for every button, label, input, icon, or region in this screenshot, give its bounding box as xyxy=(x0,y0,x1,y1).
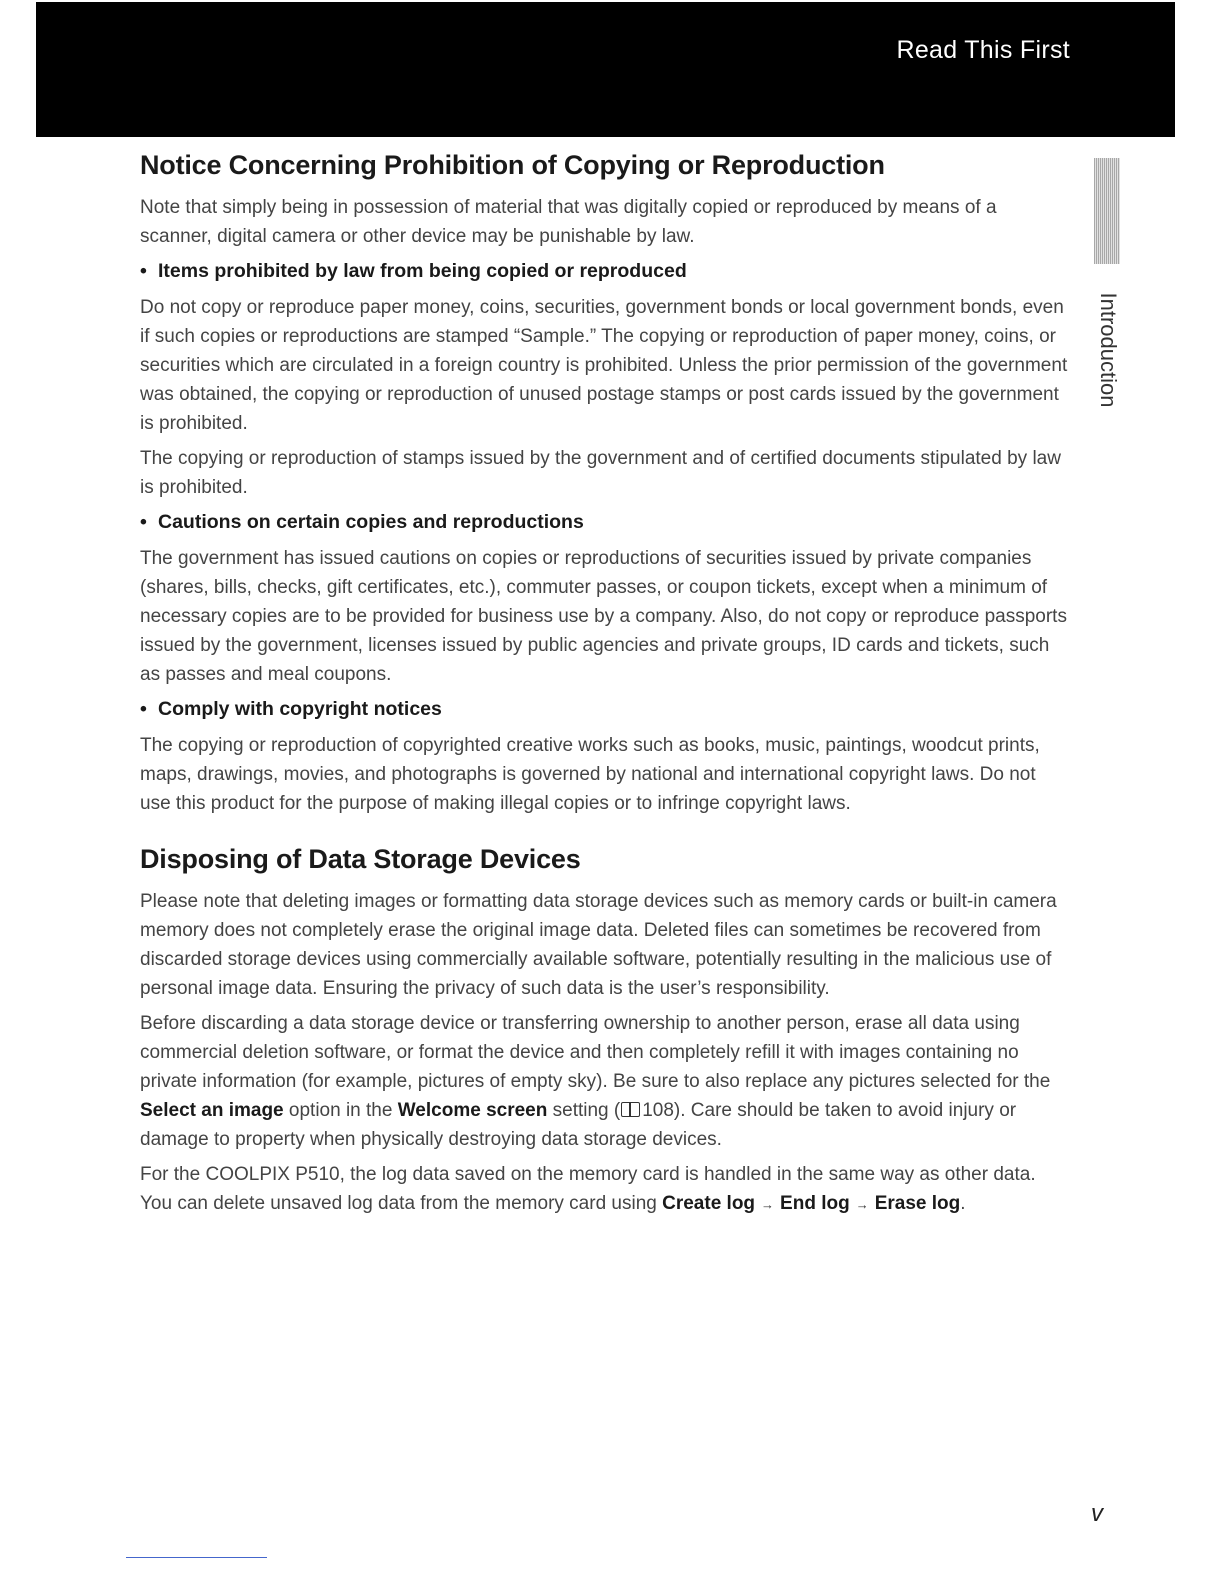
bullet-dot-icon: • xyxy=(140,698,147,720)
bullet-heading-text: Cautions on certain copies and reproductions xyxy=(158,511,584,533)
bullet-heading xyxy=(140,695,1070,723)
side-section-label-text: Introduction xyxy=(1096,292,1121,408)
arrow-right-icon: → xyxy=(761,1197,775,1212)
text-run: setting ( xyxy=(547,1100,621,1121)
menu-item-erase-log: Erase log xyxy=(874,1193,961,1214)
arrow-right-icon: → xyxy=(855,1197,869,1212)
menu-setting-welcome-screen: Welcome screen xyxy=(397,1100,548,1121)
paragraph: The copying or reproduction of copyrighted creative works such as books, music, paintings, woodcut prints, maps, drawings, movies, and photographs is governed by national and international copyright laws. Do not use this product for the purpose of making illegal copies or to infringe copyright laws. xyxy=(140,735,1040,814)
text-run: . xyxy=(960,1193,966,1214)
paragraph: Do not copy or reproduce paper money, coins, securities, government bonds or local government bonds, even if such copies or reproductions are stamped “Sample.” The copying or reproduction of paper money, coins, or securities which are circulated in a foreign country is prohibited. Unless the prior permission of the government was obtained, the copying or reproduction of unused postage stamps or post cards issued by the government is prohibited. xyxy=(140,297,1068,434)
text-run: option in the xyxy=(283,1100,398,1121)
bullet-heading xyxy=(140,257,1070,285)
text-run: ). Care should be taken to avoid injury or damage to property when physically destroying data storage devices. xyxy=(140,1100,1017,1150)
book-reference-icon xyxy=(621,1102,640,1117)
bullet-heading xyxy=(140,508,1070,536)
bullet-heading-text: Items prohibited by law from being copied or reproduced xyxy=(158,260,687,282)
text-run: For the COOLPIX P510, the log data saved on the memory card is handled in the same way as other data. You can delete unsaved log data from the memory card using xyxy=(140,1164,1036,1214)
menu-item-end-log: End log xyxy=(780,1193,850,1214)
bullet-dot-icon: • xyxy=(140,511,147,533)
menu-item-create-log: Create log xyxy=(662,1193,756,1214)
paragraph: Please note that deleting images or formatting data storage devices such as memory cards or built-in camera memory does not completely erase the original image data. Deleted files can sometimes be recovered from discarded storage devices using commercially available software, potentially resulting in the malicious use of personal image data. Ensuring the privacy of such data is the user’s responsibility. xyxy=(140,891,1057,999)
section-tab-marker xyxy=(1094,158,1120,264)
paragraph-log-data xyxy=(140,1160,1070,1219)
paragraph: The copying or reproduction of stamps issued by the government and of certified documents stipulated by law is prohibited. xyxy=(140,448,1061,498)
page-reference: 108 xyxy=(642,1100,674,1121)
footer-rule xyxy=(126,1557,267,1558)
header-title: Read This First xyxy=(896,36,1070,64)
paragraph-welcome-screen xyxy=(140,1009,1070,1154)
menu-option-select-an-image: Select an image xyxy=(140,1100,284,1121)
header-bar xyxy=(36,2,1175,137)
section-intro: Note that simply being in possession of material that was digitally copied or reproduced by means of a scanner, digital camera or other device may be punishable by law. xyxy=(140,197,997,247)
bullet-heading-text: Comply with copyright notices xyxy=(158,698,442,720)
section-title-disposing: Disposing of Data Storage Devices xyxy=(140,844,581,874)
section-title-copying: Notice Concerning Prohibition of Copying or Reproduction xyxy=(140,150,885,180)
side-section-label xyxy=(1078,280,1138,420)
bullet-dot-icon: • xyxy=(140,260,147,282)
page-number: v xyxy=(1091,1500,1103,1527)
text-run: Before discarding a data storage device or transferring ownership to another person, erase all data using commercial deletion software, or format the device and then completely refill it with images containing no private information (for example, pictures of empty sky). Be sure to also replace any pictures selected for the xyxy=(140,1013,1051,1092)
paragraph: The government has issued cautions on copies or reproductions of securities issued by private companies (shares, bills, checks, gift certificates, etc.), commuter passes, or coupon tickets, except when a minimum of necessary copies are to be provided for business use by a company. Also, do not copy or reproduce passports issued by the government, licenses issued by public agencies and private groups, ID cards and tickets, such as passes and meal coupons. xyxy=(140,548,1067,685)
page-content xyxy=(140,150,1070,1225)
